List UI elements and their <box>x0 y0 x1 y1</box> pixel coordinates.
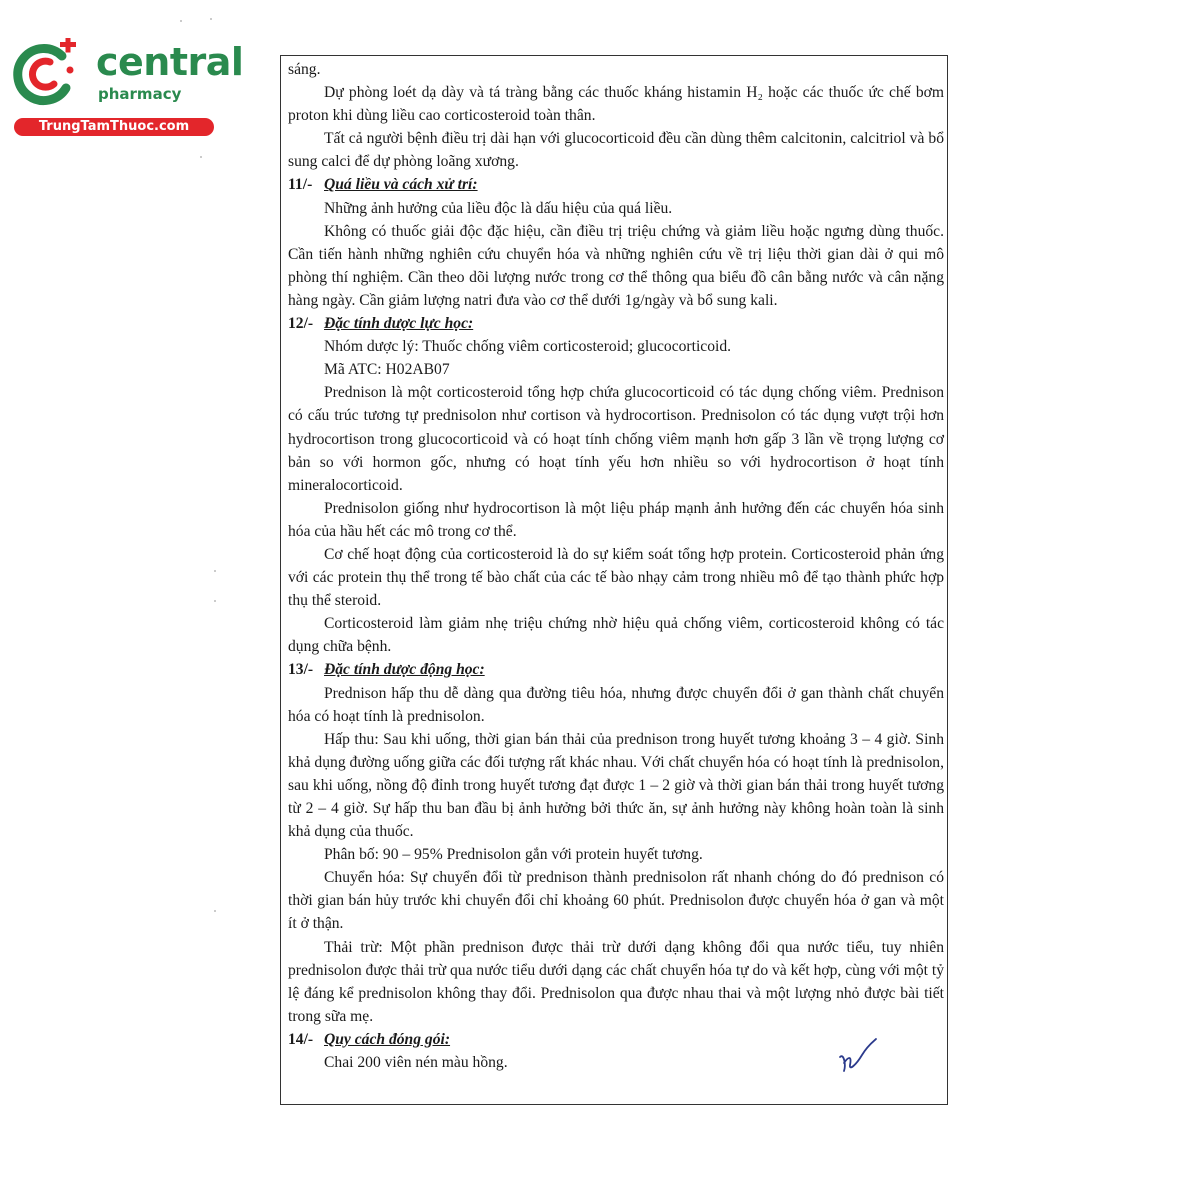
paragraph: Prednison là một corticosteroid tổng hợp chứa glucocorticoid có tác dụng chống viêm. Prednison có cấu trúc tương tự prednisolon như cortison và hydrocortison. Prednisolon có tác dụng vượt trội hơn hydrocortison trong glucocorticoid và có hoạt tính chống viêm mạnh hơn gấp 3 lần về trọng lượng cơ bản so với hormon gốc, nhưng có hoạt tính yếu hơn nhiều so với hydrocortison ở hoạt tính mineralocorticoid. <box>288 384 944 494</box>
signature-mark <box>836 1035 880 1079</box>
scan-speck <box>214 600 216 602</box>
section-number: 13/- <box>288 661 314 679</box>
paragraph: Nhóm dược lý: Thuốc chống viêm corticosteroid; glucocorticoid. <box>324 338 732 356</box>
logo-wordmark: central <box>96 40 244 84</box>
logo-subtitle: pharmacy <box>98 85 182 103</box>
paragraph: Hấp thu: Sau khi uống, thời gian bán thải của prednison trong huyết tương khoảng 3 – 4 giờ. Sinh khả dụng đường uống giữa các đối tượng rất khác nhau. Với chất chuyển hóa có hoạt tính là prednisolon, sau khi uống, nồng độ đỉnh trong huyết tương đạt được 1 – 2 giờ và thời gian bán thải trong huyết tương từ 2 – 4 giờ. Sự hấp thu ban đầu bị ảnh hưởng bởi thức ăn, sự ảnh hưởng này không hoàn toàn là sinh khả dụng của thuốc. <box>288 730 944 841</box>
section-title: Quy cách đóng gói: <box>324 1030 451 1048</box>
logo-mark-icon <box>10 38 82 110</box>
document-content <box>288 58 944 1074</box>
paragraph: Prednison hấp thu dễ dàng qua đường tiêu hóa, nhưng được chuyển đổi ở gan thành chất chuyển hóa có hoạt tính là prednisolon. <box>288 684 944 725</box>
logo-url-badge: TrungTamThuoc.com <box>14 118 214 136</box>
paragraph: Cơ chế hoạt động của corticosteroid là do sự kiểm soát tổng hợp protein. Corticosteroid phản ứng với các protein thụ thể trong tế bào chất của các tế bào nhạy cảm trong nhiều mô để tạo thành phức hợp thụ thể steroid. <box>288 545 944 610</box>
paragraph: Không có thuốc giải độc đặc hiệu, cần điều trị triệu chứng và giảm liều hoặc ngưng dùng thuốc. Cần tiến hành những nghiên cứu chuyển hóa và những nghiên cứu về trị liệu thời gian dài ở qui mô phòng thí nghiệm. Cần theo dõi lượng nước trong cơ thể thông qua biểu đồ cân bằng nước và cân nặng hàng ngày. Cần giảm lượng natri đưa vào cơ thể dưới 1g/ngày và bổ sung kali. <box>288 222 944 309</box>
scan-speck <box>214 910 216 912</box>
section-title: Đặc tính dược lực học: <box>324 315 474 333</box>
scan-speck <box>210 18 212 20</box>
scan-speck <box>214 570 216 572</box>
section-number: 12/- <box>288 315 314 333</box>
scan-speck <box>180 20 182 22</box>
paragraph: sáng. <box>288 61 321 78</box>
paragraph: Thải trừ: Một phần prednison được thải trừ dưới dạng không đổi qua nước tiểu, tuy nhiên prednisolon được thải trừ qua nước tiểu dưới dạng các chất chuyển hóa tự do và kết hợp, cùng với một tỷ lệ đáng kể prednisolon không thay đổi. Prednisolon qua được nhau thai và một lượng nhỏ được bài tiết trong sữa mẹ. <box>288 938 944 1025</box>
paragraph: Chuyển hóa: Sự chuyển đổi từ prednison thành prednisolon rất nhanh chóng do đó prednison có thời gian bán hủy trước khi chuyển đổi chỉ khoảng 60 phút. Prednisolon được chuyển hóa ở gan và một ít ở thận. <box>288 869 944 933</box>
paragraph: Những ảnh hưởng của liều độc là dấu hiệu của quá liều. <box>324 199 673 217</box>
paragraph: Mã ATC: H02AB07 <box>324 361 450 379</box>
section-heading <box>288 173 944 196</box>
paragraph: Prednisolon giống như hydrocortison là một liệu pháp mạnh ảnh hưởng đến các chuyển hóa sinh hóa của hầu hết các mô trong cơ thể. <box>288 499 944 540</box>
section-number: 14/- <box>288 1030 314 1048</box>
paragraph: Phân bố: 90 – 95% Prednisolon gắn với protein huyết tương. <box>324 846 703 864</box>
central-pharmacy-logo <box>10 38 244 138</box>
scan-speck <box>200 156 202 158</box>
section-heading <box>288 658 944 681</box>
section-title: Quá liều và cách xử trí: <box>324 176 478 194</box>
section-heading <box>288 312 944 335</box>
section-title: Đặc tính dược động học: <box>324 661 485 679</box>
paragraph: Tất cả người bệnh điều trị dài hạn với glucocorticoid đều cần dùng thêm calcitonin, calcitriol và bổ sung calci để dự phòng loãng xương. <box>288 130 944 171</box>
paragraph: Corticosteroid làm giảm nhẹ triệu chứng nhờ hiệu quả chống viêm, corticosteroid không có tác dụng chữa bệnh. <box>288 615 944 656</box>
paragraph: Chai 200 viên nén màu hồng. <box>324 1054 508 1072</box>
paragraph: Dự phòng loét dạ dày và tá tràng bằng các thuốc kháng histamin H₂ hoặc các thuốc ức chế bơm proton khi dùng liều cao corticosteroid toàn thân. <box>288 84 944 125</box>
section-number: 11/- <box>288 176 313 194</box>
